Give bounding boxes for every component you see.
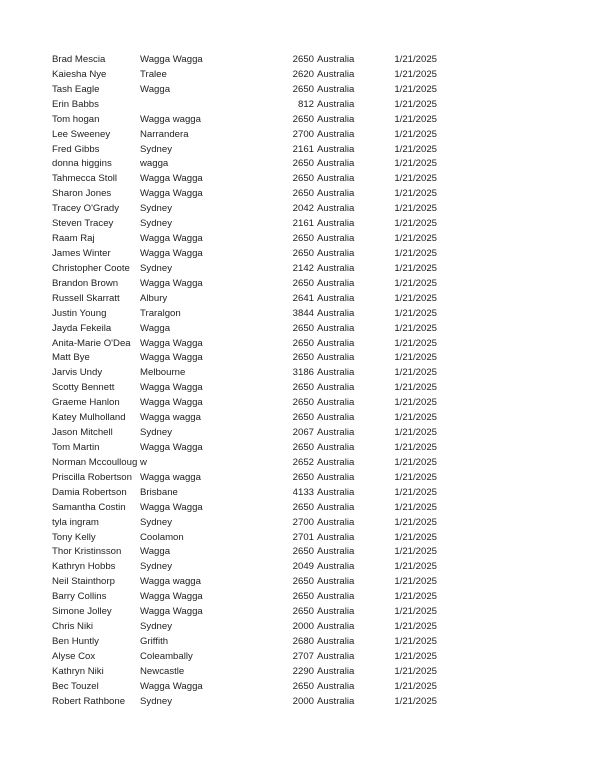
spreadsheet-table <box>0 53 600 710</box>
table-row <box>0 217 600 232</box>
cell-name: Tom Martin <box>52 441 100 453</box>
cell-name: Jayda Fekeila <box>52 322 112 334</box>
cell-date: 1/21/2025 <box>394 262 437 274</box>
cell-date: 1/21/2025 <box>394 382 437 394</box>
cell-country: Australia <box>317 218 355 230</box>
cell-country: Australia <box>317 546 355 558</box>
cell-city: Newcastle <box>140 665 185 677</box>
cell-postcode: 2700 <box>292 516 314 528</box>
cell-date: 1/21/2025 <box>394 203 437 215</box>
table-row <box>0 157 600 172</box>
cell-country: Australia <box>317 516 355 528</box>
cell-date: 1/21/2025 <box>394 561 437 573</box>
cell-date: 1/21/2025 <box>394 113 437 125</box>
cell-name: Justin Young <box>52 307 107 319</box>
cell-name: Sharon Jones <box>52 188 112 200</box>
cell-name: Neil Stainthorp <box>52 576 115 588</box>
cell-name: donna higgins <box>52 158 112 170</box>
cell-name: Chris Niki <box>52 621 94 633</box>
table-row <box>0 68 600 83</box>
cell-date: 1/21/2025 <box>394 471 437 483</box>
cell-name: Brad Mescia <box>52 54 106 65</box>
cell-postcode: 2142 <box>292 262 314 274</box>
cell-postcode: 2650 <box>292 352 314 364</box>
cell-name: Raam Raj <box>52 233 95 245</box>
cell-name: Priscilla Robertson <box>52 471 132 483</box>
table-row <box>0 262 600 277</box>
cell-city: w <box>140 456 147 468</box>
cell-name: Damia Robertson <box>52 486 127 498</box>
table-row <box>0 322 600 337</box>
table-row <box>0 516 600 531</box>
cell-date: 1/21/2025 <box>394 233 437 245</box>
cell-country: Australia <box>317 621 355 633</box>
cell-name: Christopher Coote <box>52 262 130 274</box>
cell-country: Australia <box>317 143 355 155</box>
table-row <box>0 128 600 143</box>
cell-name: James Winter <box>52 247 111 259</box>
table-row <box>0 695 600 710</box>
cell-date: 1/21/2025 <box>394 456 437 468</box>
table-row <box>0 143 600 158</box>
cell-date: 1/21/2025 <box>394 397 437 409</box>
cell-postcode: 2650 <box>292 173 314 185</box>
cell-country: Australia <box>317 54 355 65</box>
cell-name: Russell Skarratt <box>52 292 120 304</box>
cell-date: 1/21/2025 <box>394 218 437 230</box>
cell-city: Melbourne <box>140 367 186 379</box>
cell-postcode: 2680 <box>292 635 314 647</box>
cell-name: Scotty Bennett <box>52 382 115 394</box>
cell-city: Wagga Wagga <box>140 173 203 185</box>
cell-city: Coolamon <box>140 531 184 543</box>
cell-name: Thor Kristinsson <box>52 546 122 558</box>
cell-date: 1/21/2025 <box>394 606 437 618</box>
cell-date: 1/21/2025 <box>394 576 437 588</box>
cell-country: Australia <box>317 352 355 364</box>
cell-postcode: 2650 <box>292 397 314 409</box>
cell-postcode: 2707 <box>292 650 314 662</box>
cell-city: Wagga Wagga <box>140 441 203 453</box>
cell-postcode: 2042 <box>292 203 314 215</box>
cell-country: Australia <box>317 397 355 409</box>
cell-city: Sydney <box>140 516 172 528</box>
cell-name: Tash Eagle <box>52 83 100 95</box>
cell-city: Wagga Wagga <box>140 501 203 513</box>
cell-name: Erin Babbs <box>52 98 99 110</box>
table-row <box>0 426 600 441</box>
table-row <box>0 635 600 650</box>
cell-city: Wagga Wagga <box>140 233 203 245</box>
cell-city: Wagga Wagga <box>140 397 203 409</box>
cell-date: 1/21/2025 <box>394 322 437 334</box>
cell-name: Jarvis Undy <box>52 367 103 379</box>
cell-city: wagga <box>140 158 169 170</box>
cell-postcode: 2701 <box>292 531 314 543</box>
cell-city: Wagga Wagga <box>140 352 203 364</box>
table-row <box>0 411 600 426</box>
table-row <box>0 83 600 98</box>
cell-postcode: 2000 <box>292 695 314 707</box>
cell-postcode: 4133 <box>292 486 314 498</box>
cell-country: Australia <box>317 471 355 483</box>
table-row <box>0 381 600 396</box>
cell-date: 1/21/2025 <box>394 98 437 110</box>
table-row <box>0 456 600 471</box>
cell-country: Australia <box>317 441 355 453</box>
cell-city: Wagga wagga <box>140 412 201 424</box>
cell-postcode: 2650 <box>292 591 314 603</box>
cell-date: 1/21/2025 <box>394 441 437 453</box>
cell-postcode: 2650 <box>292 606 314 618</box>
cell-city: Wagga Wagga <box>140 247 203 259</box>
table-row <box>0 545 600 560</box>
cell-postcode: 2000 <box>292 621 314 633</box>
cell-country: Australia <box>317 277 355 289</box>
table-row <box>0 486 600 501</box>
cell-name: Ben Huntly <box>52 635 99 647</box>
table-row <box>0 575 600 590</box>
cell-country: Australia <box>317 576 355 588</box>
cell-postcode: 2650 <box>292 83 314 95</box>
cell-city: Wagga wagga <box>140 471 201 483</box>
cell-name: Matt Bye <box>52 352 90 364</box>
cell-postcode: 3844 <box>292 307 314 319</box>
cell-date: 1/21/2025 <box>394 158 437 170</box>
cell-name: Barry Collins <box>52 591 107 603</box>
cell-postcode: 2650 <box>292 277 314 289</box>
cell-name: Kathryn Hobbs <box>52 561 116 573</box>
cell-date: 1/21/2025 <box>394 591 437 603</box>
table-row <box>0 307 600 322</box>
cell-postcode: 2067 <box>292 427 314 439</box>
cell-postcode: 2650 <box>292 247 314 259</box>
cell-city: Wagga Wagga <box>140 680 203 692</box>
cell-city: Wagga <box>140 83 171 95</box>
cell-date: 1/21/2025 <box>394 307 437 319</box>
cell-name: Norman Mccoulloug <box>52 456 138 468</box>
cell-postcode: 2650 <box>292 158 314 170</box>
cell-city: Sydney <box>140 695 172 707</box>
cell-postcode: 2620 <box>292 68 314 80</box>
table-row <box>0 650 600 665</box>
cell-city: Brisbane <box>140 486 178 498</box>
cell-date: 1/21/2025 <box>394 665 437 677</box>
table-row <box>0 187 600 202</box>
cell-postcode: 2650 <box>292 322 314 334</box>
cell-country: Australia <box>317 680 355 692</box>
cell-country: Australia <box>317 113 355 125</box>
cell-name: Anita-Marie O'Dea <box>52 337 131 349</box>
table-row <box>0 471 600 486</box>
table-row <box>0 53 600 68</box>
cell-date: 1/21/2025 <box>394 367 437 379</box>
cell-city: Wagga Wagga <box>140 606 203 618</box>
cell-name: Brandon Brown <box>52 277 119 289</box>
table-row <box>0 247 600 262</box>
table-row <box>0 590 600 605</box>
table-row <box>0 202 600 217</box>
cell-name: Katey Mulholland <box>52 412 126 424</box>
cell-date: 1/21/2025 <box>394 337 437 349</box>
cell-country: Australia <box>317 531 355 543</box>
cell-city: Sydney <box>140 218 172 230</box>
table-row <box>0 620 600 635</box>
cell-city: Narrandera <box>140 128 189 140</box>
cell-country: Australia <box>317 650 355 662</box>
cell-date: 1/21/2025 <box>394 680 437 692</box>
table-row <box>0 441 600 456</box>
cell-date: 1/21/2025 <box>394 516 437 528</box>
cell-postcode: 812 <box>297 98 314 110</box>
cell-country: Australia <box>317 501 355 513</box>
cell-country: Australia <box>317 635 355 647</box>
cell-postcode: 2161 <box>292 143 314 155</box>
cell-postcode: 2641 <box>292 292 314 304</box>
cell-postcode: 2650 <box>292 546 314 558</box>
cell-country: Australia <box>317 322 355 334</box>
cell-city: Wagga Wagga <box>140 337 203 349</box>
cell-date: 1/21/2025 <box>394 635 437 647</box>
cell-city: Wagga wagga <box>140 113 201 125</box>
cell-postcode: 2650 <box>292 337 314 349</box>
cell-date: 1/21/2025 <box>394 412 437 424</box>
cell-name: Fred Gibbs <box>52 143 100 155</box>
cell-postcode: 2049 <box>292 561 314 573</box>
table-row <box>0 277 600 292</box>
cell-date: 1/21/2025 <box>394 621 437 633</box>
cell-country: Australia <box>317 337 355 349</box>
table-row <box>0 605 600 620</box>
cell-postcode: 2290 <box>292 665 314 677</box>
cell-postcode: 2650 <box>292 680 314 692</box>
cell-country: Australia <box>317 456 355 468</box>
cell-date: 1/21/2025 <box>394 501 437 513</box>
table-row <box>0 665 600 680</box>
cell-date: 1/21/2025 <box>394 173 437 185</box>
cell-country: Australia <box>317 83 355 95</box>
table-row <box>0 98 600 113</box>
cell-city: Sydney <box>140 262 172 274</box>
cell-country: Australia <box>317 382 355 394</box>
cell-country: Australia <box>317 203 355 215</box>
cell-postcode: 2700 <box>292 128 314 140</box>
cell-country: Australia <box>317 665 355 677</box>
cell-name: Alyse Cox <box>52 650 96 662</box>
cell-country: Australia <box>317 367 355 379</box>
cell-date: 1/21/2025 <box>394 546 437 558</box>
table-row <box>0 560 600 575</box>
table-row <box>0 172 600 187</box>
cell-postcode: 2650 <box>292 113 314 125</box>
cell-postcode: 2650 <box>292 501 314 513</box>
cell-city: Sydney <box>140 143 172 155</box>
cell-city: Sydney <box>140 203 172 215</box>
cell-date: 1/21/2025 <box>394 427 437 439</box>
table-row <box>0 680 600 695</box>
table-row <box>0 531 600 546</box>
cell-city: Griffith <box>140 635 169 647</box>
cell-country: Australia <box>317 606 355 618</box>
table-row <box>0 113 600 128</box>
cell-country: Australia <box>317 247 355 259</box>
cell-country: Australia <box>317 173 355 185</box>
cell-date: 1/21/2025 <box>394 292 437 304</box>
cell-city: Wagga <box>140 322 171 334</box>
cell-postcode: 2161 <box>292 218 314 230</box>
table-row <box>0 232 600 247</box>
cell-date: 1/21/2025 <box>394 188 437 200</box>
cell-country: Australia <box>317 292 355 304</box>
cell-postcode: 3186 <box>292 367 314 379</box>
table-row <box>0 337 600 352</box>
cell-country: Australia <box>317 68 355 80</box>
cell-city: Sydney <box>140 427 172 439</box>
table-row <box>0 351 600 366</box>
cell-name: Simone Jolley <box>52 606 112 618</box>
cell-country: Australia <box>317 591 355 603</box>
cell-date: 1/21/2025 <box>394 486 437 498</box>
cell-city: Sydney <box>140 561 172 573</box>
cell-postcode: 2650 <box>292 54 314 65</box>
cell-city: Wagga Wagga <box>140 277 203 289</box>
cell-country: Australia <box>317 307 355 319</box>
cell-name: Tom hogan <box>52 113 100 125</box>
cell-postcode: 2650 <box>292 412 314 424</box>
cell-date: 1/21/2025 <box>394 143 437 155</box>
cell-date: 1/21/2025 <box>394 83 437 95</box>
cell-country: Australia <box>317 412 355 424</box>
table-row <box>0 366 600 381</box>
cell-name: Lee Sweeney <box>52 128 111 140</box>
cell-postcode: 2650 <box>292 233 314 245</box>
cell-name: Tahmecca Stoll <box>52 173 118 185</box>
cell-date: 1/21/2025 <box>394 247 437 259</box>
cell-postcode: 2650 <box>292 471 314 483</box>
table-row <box>0 396 600 411</box>
cell-country: Australia <box>317 158 355 170</box>
cell-city: Wagga Wagga <box>140 54 203 65</box>
cell-country: Australia <box>317 128 355 140</box>
cell-name: Bec Touzel <box>52 680 99 692</box>
cell-city: Wagga <box>140 546 171 558</box>
cell-date: 1/21/2025 <box>394 68 437 80</box>
cell-date: 1/21/2025 <box>394 54 437 65</box>
cell-city: Traralgon <box>140 307 181 319</box>
cell-name: Steven Tracey <box>52 218 114 230</box>
cell-postcode: 2650 <box>292 382 314 394</box>
cell-country: Australia <box>317 561 355 573</box>
cell-name: Tony Kelly <box>52 531 96 543</box>
cell-country: Australia <box>317 427 355 439</box>
cell-date: 1/21/2025 <box>394 650 437 662</box>
cell-postcode: 2652 <box>292 456 314 468</box>
cell-city: Wagga Wagga <box>140 188 203 200</box>
cell-country: Australia <box>317 486 355 498</box>
cell-city: Wagga wagga <box>140 576 201 588</box>
cell-date: 1/21/2025 <box>394 531 437 543</box>
cell-name: tyla ingram <box>52 516 99 528</box>
cell-city: Wagga Wagga <box>140 382 203 394</box>
cell-date: 1/21/2025 <box>394 277 437 289</box>
cell-city: Tralee <box>140 68 167 80</box>
cell-postcode: 2650 <box>292 188 314 200</box>
cell-country: Australia <box>317 695 355 707</box>
cell-postcode: 2650 <box>292 576 314 588</box>
cell-country: Australia <box>317 98 355 110</box>
cell-country: Australia <box>317 262 355 274</box>
cell-name: Kathryn Niki <box>52 665 104 677</box>
cell-name: Kaiesha Nye <box>52 68 107 80</box>
cell-name: Tracey O'Grady <box>52 203 120 215</box>
cell-name: Robert Rathbone <box>52 695 126 707</box>
table-row <box>0 501 600 516</box>
cell-date: 1/21/2025 <box>394 695 437 707</box>
cell-date: 1/21/2025 <box>394 352 437 364</box>
cell-city: Coleambally <box>140 650 193 662</box>
cell-name: Samantha Costin <box>52 501 126 513</box>
cell-country: Australia <box>317 188 355 200</box>
cell-date: 1/21/2025 <box>394 128 437 140</box>
cell-postcode: 2650 <box>292 441 314 453</box>
cell-city: Sydney <box>140 621 172 633</box>
cell-country: Australia <box>317 233 355 245</box>
table-row <box>0 292 600 307</box>
cell-city: Wagga Wagga <box>140 591 203 603</box>
cell-name: Jason Mitchell <box>52 427 113 439</box>
cell-city: Albury <box>140 292 168 304</box>
cell-name: Graeme Hanlon <box>52 397 120 409</box>
